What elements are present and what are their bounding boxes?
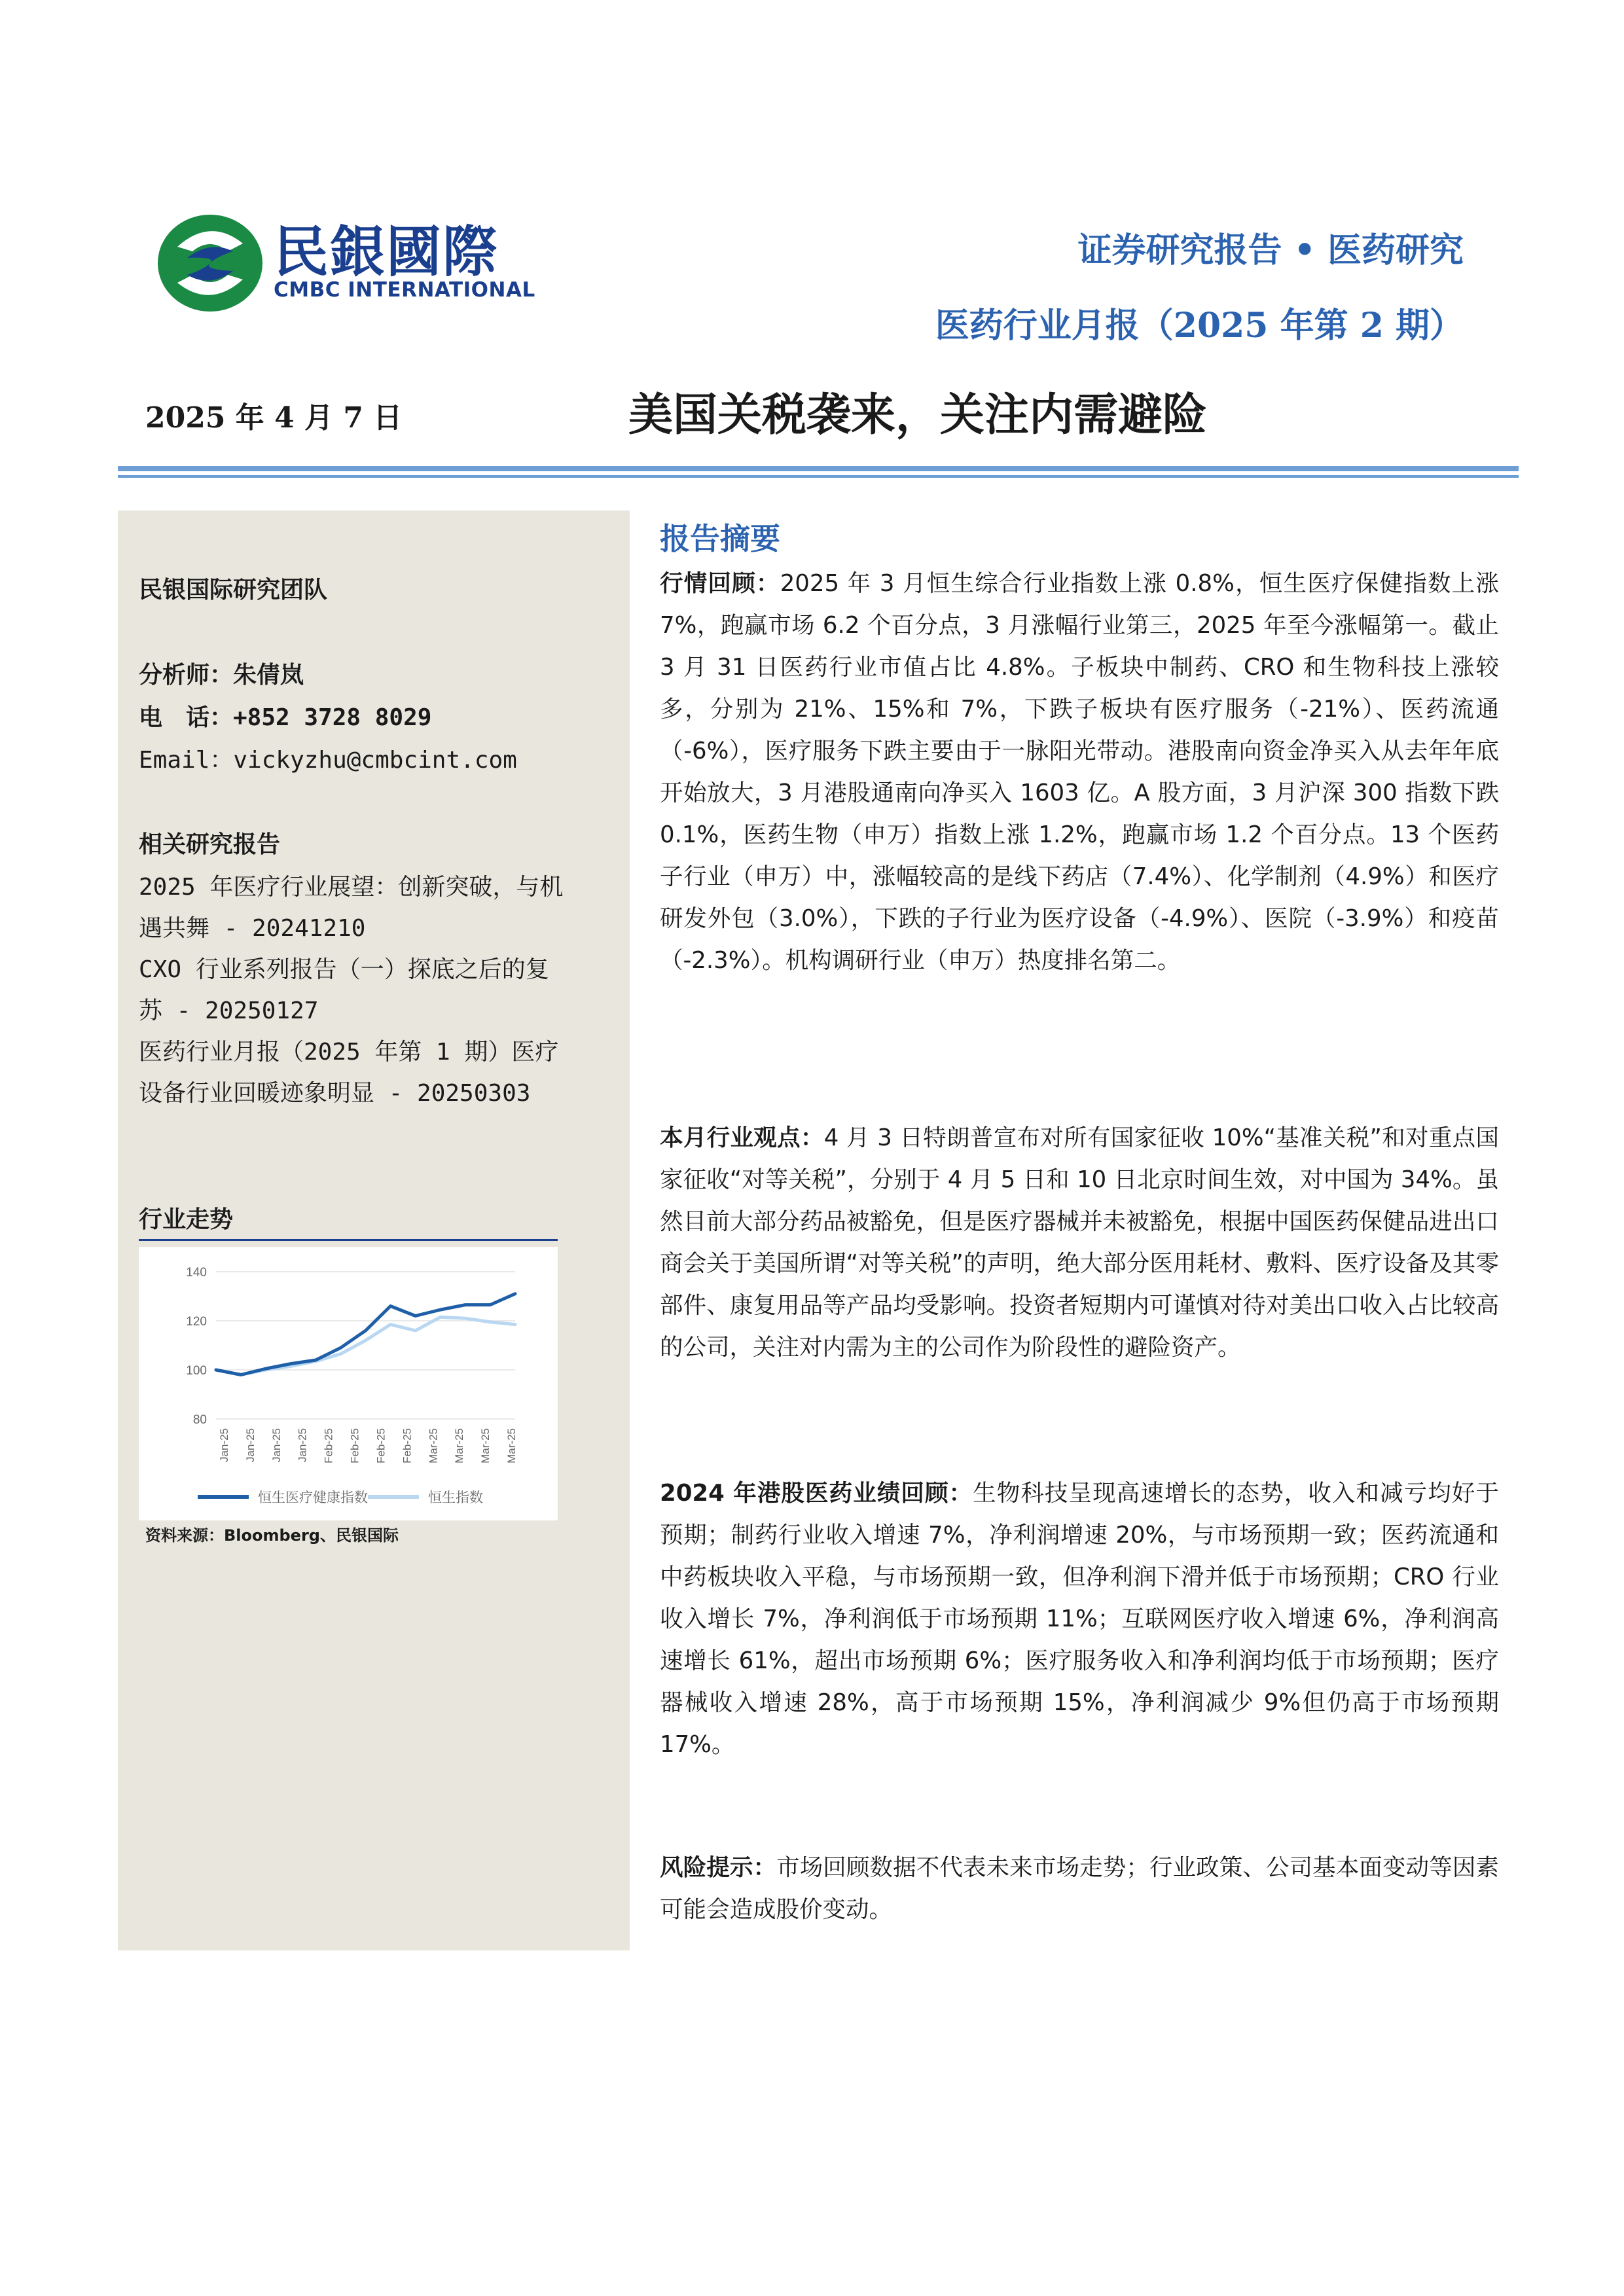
paragraph-text: 市场回顾数据不代表未来市场走势；行业政策、公司基本面变动等因素可能会造成股价变动。 xyxy=(660,1854,1499,1923)
logo-text-cn: 民銀國際 xyxy=(274,220,499,284)
trend-chart-svg xyxy=(139,1247,558,1520)
x-tick-label: Feb-25 xyxy=(374,1428,388,1463)
research-team: 民银国际研究团队 xyxy=(139,577,328,603)
trend-chart xyxy=(139,1247,558,1520)
page-title: 美国关税袭来，关注内需避险 xyxy=(628,389,1208,441)
paragraph-text: 4 月 3 日特朗普宣布对所有国家征收 10%“基准关税”和对重点国家征收“对等关税”，分别于 4 月 5 日和 10 日北京时间生效，对中国为 34%。虽然目前大部分药品被豁免，但是医疗器械并未被豁免，根据中国医药保健品进出口商会关于美国所谓“对等关税”的声明，绝大部分医用耗材、敷料、医疗设备及其零部件、康复用品等产品均受影响。投资者短期内可谨慎对待对美出口收入占比较高的公司，关注对内需为主的公司作为阶段性的避险资产。 xyxy=(660,1124,1499,1361)
series-line xyxy=(216,1294,515,1375)
paragraph-industry-view xyxy=(660,1117,1499,1369)
analyst-email[interactable]: Email：vickyzhu@cmbcint.com xyxy=(139,747,517,774)
header-divider xyxy=(118,466,1519,471)
related-report-line[interactable]: 遇共舞 - 20241210 xyxy=(139,915,366,942)
x-tick-label: Mar-25 xyxy=(479,1428,492,1463)
x-tick-label: Feb-25 xyxy=(322,1428,335,1463)
header-divider-thin xyxy=(118,475,1519,478)
x-tick-label: Feb-25 xyxy=(348,1428,361,1463)
related-report-line[interactable]: 设备行业回暖迹象明显 - 20250303 xyxy=(139,1080,531,1107)
report-series: 证券研究报告 • 医药研究 xyxy=(1077,230,1464,270)
legend-label: 恒生指数 xyxy=(428,1490,483,1505)
x-tick-label: Jan-25 xyxy=(296,1428,309,1462)
paragraph-text: 2025 年 3 月恒生综合行业指数上涨 0.8%，恒生医疗保健指数上涨 7%，跑赢市场 6.2 个百分点，3 月涨幅行业第三，2025 年至今涨幅第一。截止 3 月 31 日医药行业市值占比 4.8%。子板块中制药、CRO 和生物科技上涨较多，分别为 21%、15%和 7%，下跌子板块有医疗服务（-21%）、医药流通（-6%），医疗服务下跌主要由于一脉阳光带动。港股南向资金净买入从去年年底开始放大，3 月港股通南向净买入 1603 亿。A 股方面，3 月沪深 300 指数下跌 0.1%，医药生物（申万）指数上涨 1.2%，跑赢市场 1.2 个百分点。13 个医药子行业（申万）中，涨幅较高的是线下药店（7.4%）、化学制剂（4.9%）和医疗研发外包（3.0%），下跌的子行业为医疗设备（-4.9%）、医院（-3.9%）和疫苗（-2.3%）。机构调研行业（申万）热度排名第二。 xyxy=(660,570,1499,974)
cmbc-logo-icon xyxy=(154,211,266,315)
y-tick-label: 80 xyxy=(192,1413,207,1427)
x-tick-label: Jan-25 xyxy=(218,1428,230,1462)
logo-text-en: CMBC INTERNATIONAL xyxy=(274,278,535,302)
x-tick-label: Jan-25 xyxy=(244,1428,257,1462)
related-report-line[interactable]: 苏 - 20250127 xyxy=(139,997,319,1024)
y-tick-label: 100 xyxy=(186,1364,207,1378)
related-report-line[interactable]: CXO 行业系列报告（一）探底之后的复 xyxy=(139,956,549,983)
x-tick-label: Mar-25 xyxy=(453,1428,466,1463)
paragraph-text: 生物科技呈现高速增长的态势，收入和减亏均好于预期；制药行业收入增速 7%，净利润增速 20%，与市场预期一致；医药流通和中药板块收入平稳，与市场预期一致，但净利润下滑并低于市场预期；CRO 行业收入增长 7%，净利润低于市场预期 11%；互联网医疗收入增速 6%，净利润高速增长 61%，超出市场预期 6%；医疗服务收入和净利润均低于市场预期；医疗器械收入增速 28%，高于市场预期 15%，净利润减少 9%但仍高于市场预期 17%。 xyxy=(660,1480,1499,1758)
x-tick-label: Feb-25 xyxy=(401,1428,414,1463)
abstract-title: 报告摘要 xyxy=(660,521,780,556)
analyst-name: 分析师：朱倩岚 xyxy=(139,662,304,689)
chart-source: 资料来源：Bloomberg、民银国际 xyxy=(145,1526,399,1545)
x-tick-label: Mar-25 xyxy=(427,1428,440,1463)
trend-divider xyxy=(139,1239,558,1241)
legend-label: 恒生医疗健康指数 xyxy=(258,1490,368,1505)
trend-title: 行业走势 xyxy=(139,1206,234,1233)
related-report-line[interactable]: 2025 年医疗行业展望：创新突破，与机 xyxy=(139,874,564,901)
paragraph-label: 风险提示： xyxy=(660,1854,777,1881)
paragraph-earnings-review xyxy=(660,1473,1499,1766)
paragraph-risk xyxy=(660,1847,1499,1931)
related-report-line[interactable]: 医药行业月报（2025 年第 1 期）医疗 xyxy=(139,1039,559,1066)
series-line xyxy=(216,1317,515,1374)
analyst-phone: 电 话：+852 3728 8029 xyxy=(139,704,432,731)
x-tick-label: Jan-25 xyxy=(270,1428,283,1462)
x-tick-label: Mar-25 xyxy=(505,1428,518,1463)
y-tick-label: 140 xyxy=(186,1266,207,1280)
paragraph-label: 本月行业观点： xyxy=(660,1124,824,1151)
paragraph-label: 行情回顾： xyxy=(660,570,780,597)
y-tick-label: 120 xyxy=(186,1315,207,1329)
paragraph-market-review xyxy=(660,563,1499,982)
report-issue: 医药行业月报（2025 年第 2 期） xyxy=(935,306,1464,346)
paragraph-label: 2024 年港股医药业绩回顾： xyxy=(660,1480,973,1507)
report-date: 2025 年 4 月 7 日 xyxy=(145,401,403,435)
related-reports-title: 相关研究报告 xyxy=(139,831,281,858)
